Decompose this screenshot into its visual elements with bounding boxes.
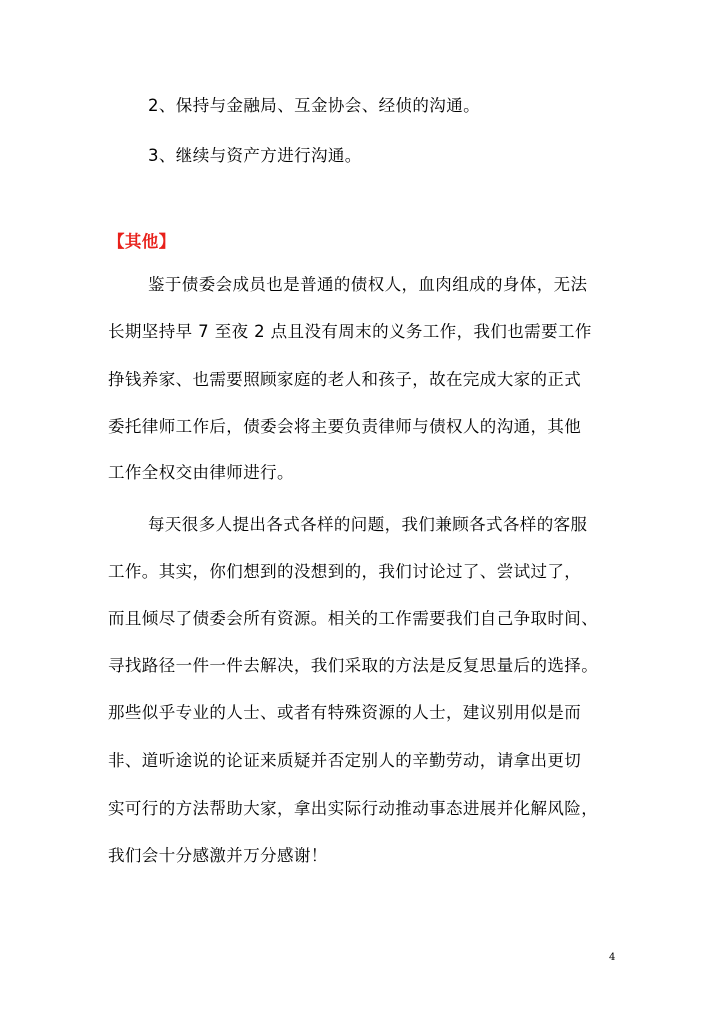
section-heading: 【其他】	[108, 232, 176, 251]
paragraph-line: 工作全权交由律师进行。	[108, 463, 294, 482]
list-item-2: 2、保持与金融局、互金协会、经侦的沟通。	[148, 96, 480, 115]
paragraph-line: 工作。其实，你们想到的没想到的，我们讨论过了、尝试过了，	[108, 562, 582, 581]
paragraph-line: 长期坚持早 7 至夜 2 点且没有周末的义务工作，我们也需要工作	[108, 322, 592, 341]
paragraph-line: 寻找路径一件一件去解决，我们采取的方法是反复思量后的选择。	[108, 656, 599, 675]
list-item-3: 3、继续与资产方进行沟通。	[148, 146, 362, 165]
page-number: 4	[609, 952, 616, 963]
paragraph-line: 每天很多人提出各式各样的问题，我们兼顾各式各样的客服	[148, 515, 588, 534]
paragraph-line: 挣钱养家、也需要照顾家庭的老人和孩子，故在完成大家的正式	[108, 370, 582, 389]
paragraph-line: 而且倾尽了债委会所有资源。相关的工作需要我们自己争取时间、	[108, 609, 599, 628]
paragraph-line: 实可行的方法帮助大家，拿出实际行动推动事态进展并化解风险，	[108, 799, 599, 818]
paragraph-line: 非、道听途说的论证来质疑并否定别人的辛勤劳动，请拿出更切	[108, 751, 582, 770]
paragraph-line: 那些似乎专业的人士、或者有特殊资源的人士，建议别用似是而	[108, 703, 582, 722]
paragraph-line: 鉴于债委会成员也是普通的债权人，血肉组成的身体，无法	[148, 275, 588, 294]
paragraph-line: 委托律师工作后，债委会将主要负责律师与债权人的沟通，其他	[108, 417, 582, 436]
paragraph-line: 我们会十分感激并万分感谢！	[108, 846, 328, 865]
